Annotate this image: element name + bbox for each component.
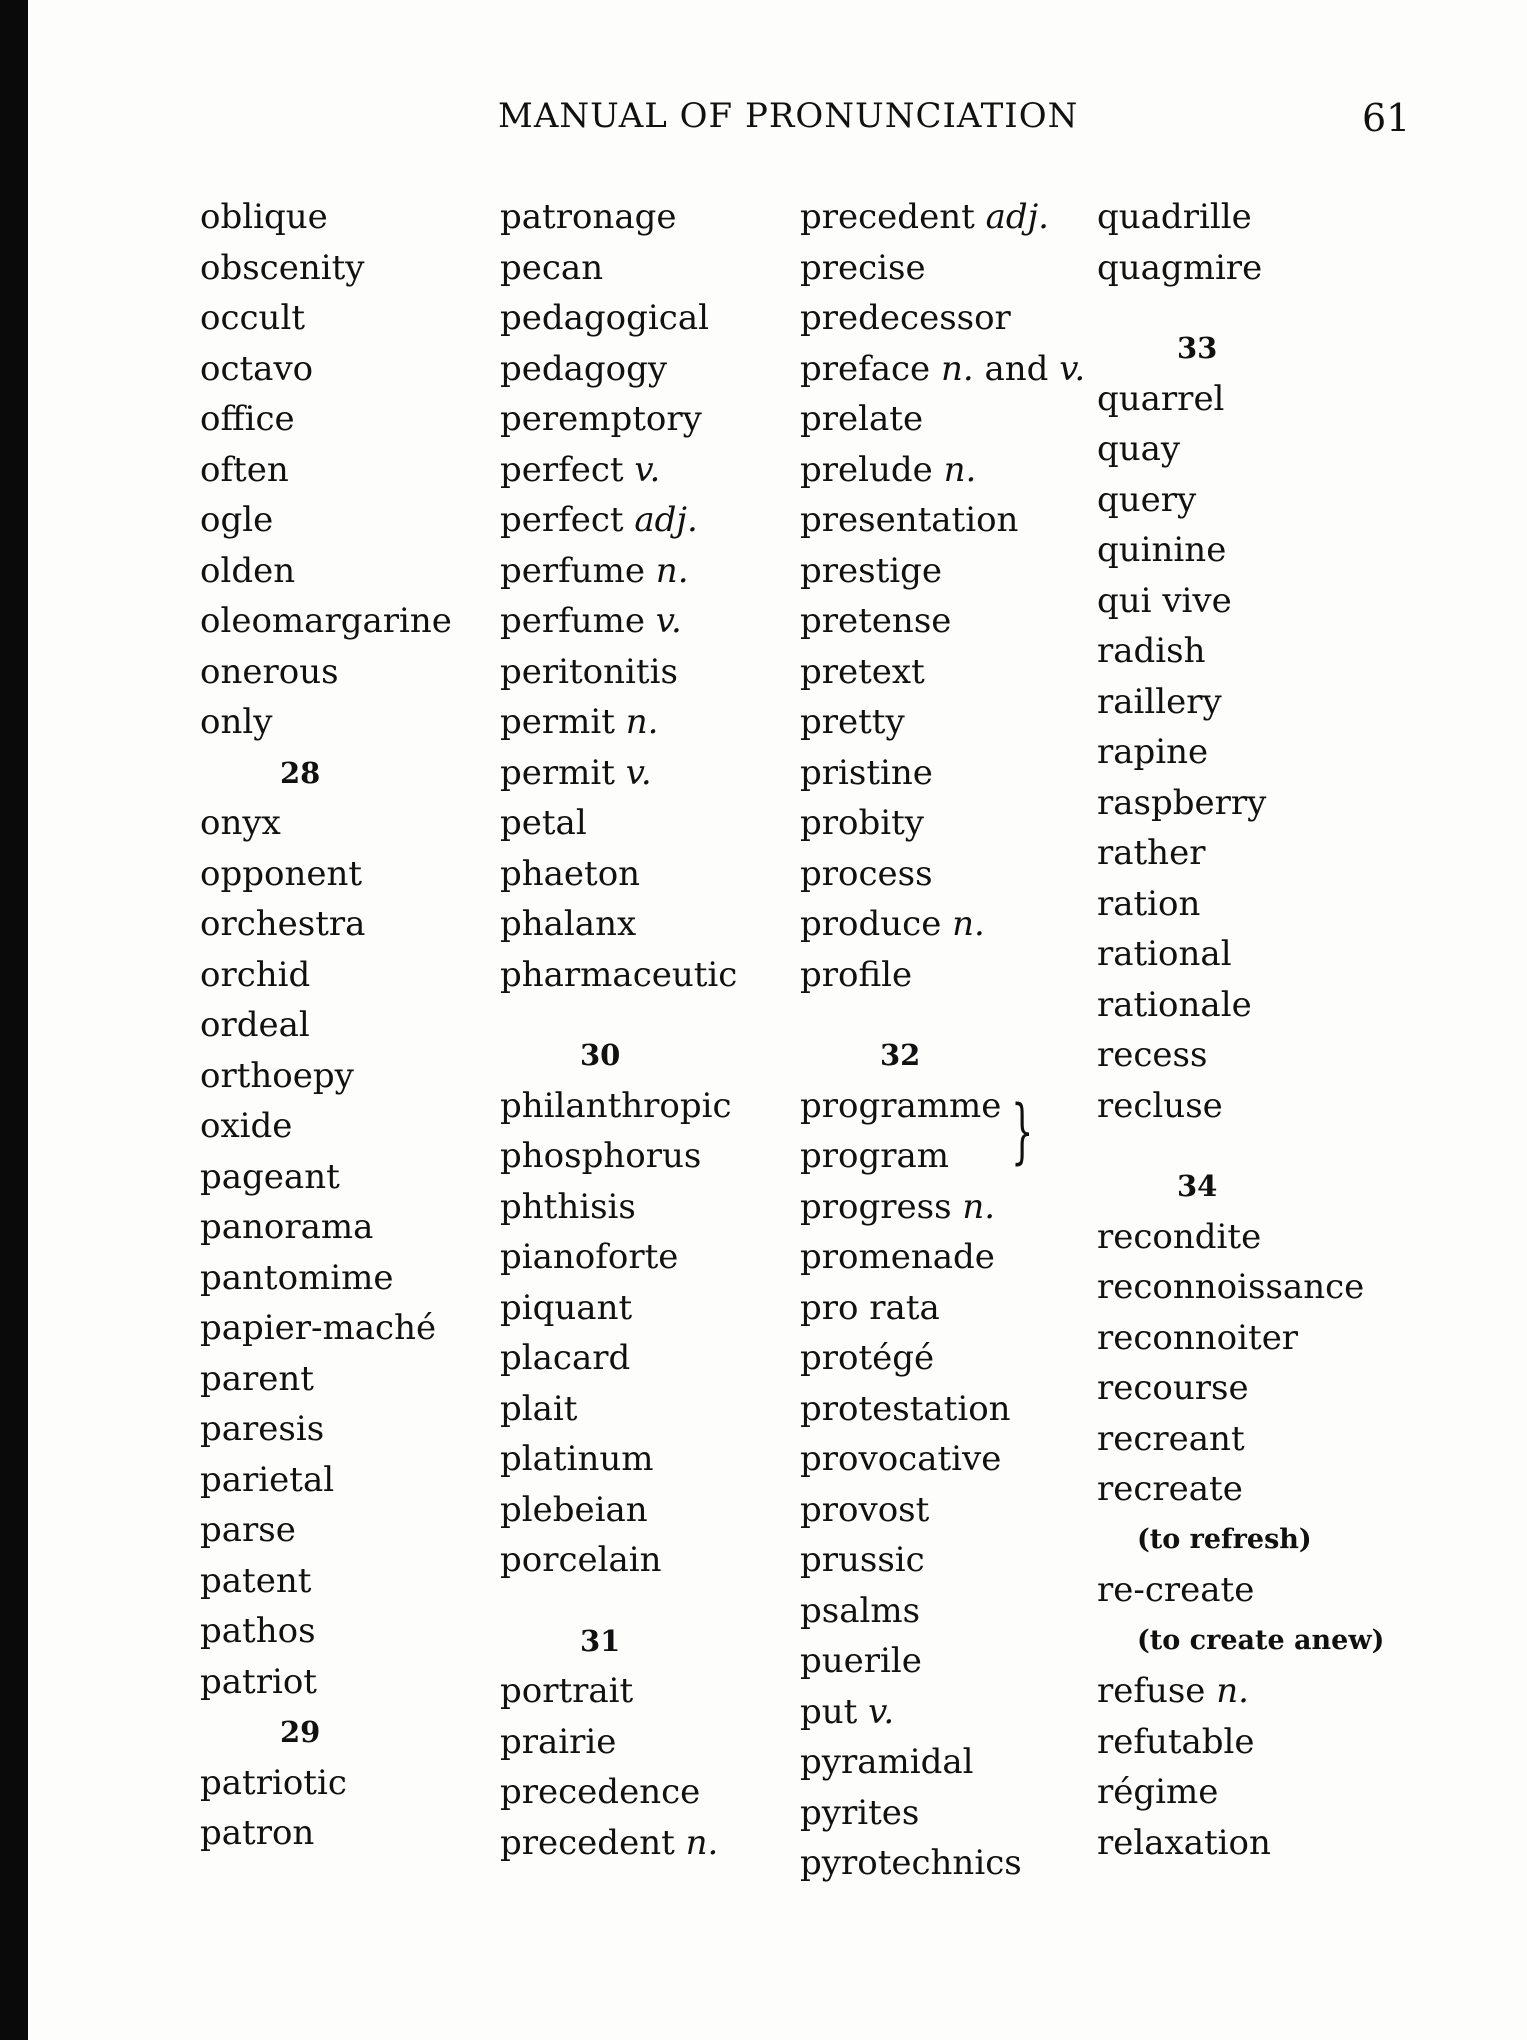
headword: provost — [800, 1489, 930, 1530]
word-entry — [800, 445, 1100, 496]
headword: patent — [200, 1560, 312, 1601]
word-entry — [1097, 1030, 1427, 1081]
part-of-speech: v. — [1059, 348, 1086, 389]
word-entry — [800, 1384, 1100, 1435]
headword: peremptory — [500, 399, 702, 439]
column-gap — [1097, 293, 1427, 323]
headword: progress — [800, 1186, 952, 1227]
headword: oxide — [200, 1106, 293, 1146]
headword: perfume — [500, 601, 645, 641]
headword: qui vive — [1097, 580, 1232, 621]
word-entry — [200, 697, 500, 748]
headword: ogle — [200, 500, 274, 540]
headword: profile — [800, 954, 913, 995]
part-of-speech: adj. — [985, 197, 1049, 237]
part-of-speech: n. — [962, 1186, 996, 1227]
part-of-speech: n. — [952, 904, 985, 944]
headword: pharmaceutic — [500, 954, 738, 995]
headword: process — [800, 853, 933, 894]
word-entry — [800, 1333, 1100, 1384]
headword: rapine — [1097, 732, 1209, 772]
word-entry — [1097, 1464, 1427, 1515]
word-entry — [800, 950, 1100, 1001]
word-entry — [200, 1657, 500, 1708]
headword: protestation — [800, 1388, 1011, 1429]
headword: preface — [800, 348, 931, 389]
part-of-speech: adj. — [634, 500, 698, 540]
part-of-speech: v. — [655, 601, 682, 641]
word-entry — [1097, 1313, 1427, 1364]
word-entry — [500, 647, 800, 698]
word-entry — [200, 1556, 500, 1607]
word-entry — [1097, 1565, 1427, 1616]
headword: plait — [500, 1388, 578, 1429]
headword: quarrel — [1097, 378, 1225, 419]
word-entry — [1097, 1767, 1427, 1818]
word-entry — [200, 293, 500, 344]
word-entry — [200, 243, 500, 294]
headword: quinine — [1097, 530, 1227, 570]
headword: platinum — [500, 1439, 654, 1479]
headword: ordeal — [200, 1005, 310, 1045]
headword: obscenity — [200, 247, 365, 288]
headword: perfume — [500, 550, 645, 591]
headword: pro rata — [800, 1287, 940, 1328]
word-entry — [800, 243, 1100, 294]
word-column-2 — [500, 192, 800, 1868]
word-entry — [1097, 626, 1427, 677]
word-entry — [500, 950, 800, 1001]
word-entry — [500, 1434, 800, 1485]
word-entry — [800, 495, 1100, 546]
word-entry — [500, 899, 800, 950]
headword: relaxation — [1097, 1822, 1271, 1863]
headword: ration — [1097, 883, 1201, 924]
headword: pianoforte — [500, 1237, 679, 1277]
word-entry — [1097, 980, 1427, 1031]
headword: prestige — [800, 550, 943, 591]
word-entry — [1097, 929, 1427, 980]
word-entry — [500, 849, 800, 900]
word-entry — [500, 192, 800, 243]
headword: octavo — [200, 348, 314, 389]
headword: predecessor — [800, 298, 1011, 338]
word-column-4 — [1097, 192, 1427, 1868]
headword: rational — [1097, 934, 1232, 974]
word-entry — [1097, 1717, 1427, 1768]
headword: quagmire — [1097, 247, 1263, 288]
word-entry — [1097, 879, 1427, 930]
headword: probity — [800, 803, 924, 843]
headword: olden — [200, 550, 296, 591]
headword: piquant — [500, 1287, 633, 1328]
headword: pyrites — [800, 1792, 920, 1833]
word-entry — [1097, 1818, 1427, 1869]
word-entry — [1097, 1212, 1427, 1263]
word-entry — [200, 1202, 500, 1253]
headword: puerile — [800, 1641, 922, 1681]
headword: program — [800, 1136, 950, 1176]
word-entry — [500, 1081, 800, 1132]
word-entry — [500, 1131, 800, 1182]
headword: refuse — [1097, 1671, 1206, 1711]
word-entry — [200, 1152, 500, 1203]
word-entry — [500, 1182, 800, 1233]
word-entry — [200, 899, 500, 950]
headword: onyx — [200, 803, 281, 843]
headword: precedent — [800, 197, 975, 237]
headword: quadrille — [1097, 197, 1252, 237]
headword: phosphorus — [500, 1136, 702, 1176]
word-entry — [800, 697, 1100, 748]
word-entry — [800, 192, 1100, 243]
headword: pantomime — [200, 1257, 394, 1298]
word-entry — [1097, 243, 1427, 294]
word-entry — [1097, 525, 1427, 576]
headword: panorama — [200, 1207, 374, 1247]
headword: pageant — [200, 1156, 340, 1197]
section-number: 34 — [1177, 1169, 1218, 1203]
headword: oblique — [200, 197, 328, 237]
word-entry — [500, 1666, 800, 1717]
word-entry — [500, 1384, 800, 1435]
word-entry — [200, 495, 500, 546]
headword: régime — [1097, 1772, 1219, 1812]
word-entry — [1097, 677, 1427, 728]
word-entry — [200, 1404, 500, 1455]
word-entry — [1097, 1414, 1427, 1465]
column-gap — [800, 1000, 1100, 1030]
headword: perfect — [500, 449, 624, 490]
headword: orchestra — [200, 904, 366, 944]
word-entry — [500, 445, 800, 496]
headword: prairie — [500, 1721, 617, 1762]
word-entry — [800, 1535, 1100, 1586]
headword: refutable — [1097, 1721, 1255, 1762]
headword: recreant — [1097, 1418, 1245, 1459]
column-gap — [1097, 1131, 1427, 1161]
word-entry — [200, 596, 500, 647]
word-entry — [800, 748, 1100, 799]
word-entry — [200, 1253, 500, 1304]
part-of-speech: v. — [634, 449, 661, 490]
headword: occult — [200, 298, 305, 338]
headword: recluse — [1097, 1085, 1223, 1126]
word-entry — [800, 849, 1100, 900]
word-entry — [800, 1434, 1100, 1485]
word-entry — [1097, 576, 1427, 627]
word-entry — [500, 344, 800, 395]
word-entry — [800, 596, 1100, 647]
headword: porcelain — [500, 1540, 662, 1580]
headword: patriot — [200, 1661, 317, 1702]
word-entry — [800, 344, 1100, 395]
headword: pedagogy — [500, 348, 668, 389]
headword: quay — [1097, 429, 1181, 469]
headword: recess — [1097, 1035, 1208, 1075]
headword: recondite — [1097, 1216, 1262, 1257]
headword: patronage — [500, 197, 677, 237]
section-number: 33 — [1177, 331, 1218, 365]
section-number: 29 — [280, 1715, 321, 1749]
headword: reconnoiter — [1097, 1317, 1299, 1358]
word-entry — [200, 1455, 500, 1506]
word-entry — [800, 1485, 1100, 1536]
headword: pedagogical — [500, 298, 709, 338]
word-entry — [1097, 374, 1427, 425]
scan-edge-bar — [0, 0, 28, 2040]
headword: papier-maché — [200, 1308, 437, 1348]
part-of-speech: n. — [625, 702, 659, 742]
word-entry — [200, 1606, 500, 1657]
word-entry — [500, 1485, 800, 1536]
word-entry — [1097, 1081, 1427, 1132]
headword: rationale — [1097, 984, 1252, 1025]
column-gap — [500, 1000, 800, 1030]
word-entry — [500, 1283, 800, 1334]
word-entry — [500, 697, 800, 748]
word-entry — [800, 1131, 1100, 1182]
word-entry — [200, 192, 500, 243]
word-entry — [500, 748, 800, 799]
headword: permit — [500, 702, 615, 742]
word-entry — [500, 243, 800, 294]
word-entry — [1097, 1363, 1427, 1414]
word-entry — [500, 293, 800, 344]
headword: precedence — [500, 1772, 701, 1812]
part-of-speech: n. — [655, 550, 689, 591]
column-gap — [500, 1586, 800, 1616]
word-entry — [800, 1182, 1100, 1233]
word-entry — [1097, 424, 1427, 475]
running-head: MANUAL OF PRONUNCIATION — [498, 96, 1079, 136]
headword: parse — [200, 1510, 296, 1550]
word-entry — [200, 849, 500, 900]
word-entry — [800, 394, 1100, 445]
headword: psalms — [800, 1590, 921, 1631]
headword: parietal — [200, 1459, 335, 1500]
headword: phalanx — [500, 904, 637, 944]
word-entry — [500, 1535, 800, 1586]
headword: often — [200, 449, 289, 490]
headword: only — [200, 702, 273, 742]
headword: patron — [200, 1813, 315, 1853]
word-entry — [500, 798, 800, 849]
headword: produce — [800, 904, 942, 944]
headword: orchid — [200, 954, 311, 995]
headword: onerous — [200, 651, 339, 692]
headword: precedent — [500, 1822, 675, 1863]
part-of-speech: v. — [625, 752, 652, 793]
word-entry — [500, 1818, 800, 1869]
part-of-speech: n. — [943, 449, 977, 490]
headword: reconnoissance — [1097, 1267, 1365, 1307]
word-entry — [1097, 778, 1427, 829]
headword: prussic — [800, 1540, 925, 1580]
page-number: 61 — [1362, 96, 1411, 140]
word-entry — [1097, 1666, 1427, 1717]
headword: provocative — [800, 1439, 1002, 1479]
headword: prelate — [800, 399, 924, 439]
headword: programme — [800, 1085, 1002, 1126]
headword: patriotic — [200, 1762, 347, 1803]
headword: raspberry — [1097, 782, 1267, 823]
word-entry — [200, 950, 500, 1001]
word-entry — [800, 798, 1100, 849]
headword: pretty — [800, 702, 905, 742]
word-column-1 — [200, 192, 500, 1859]
headword: peritonitis — [500, 651, 678, 692]
word-entry — [800, 1636, 1100, 1687]
word-entry — [800, 647, 1100, 698]
headword: rather — [1097, 833, 1206, 873]
usage-note: (to create anew) — [1137, 1624, 1385, 1656]
word-entry — [1097, 727, 1427, 778]
word-entry — [500, 495, 800, 546]
headword: protégé — [800, 1338, 935, 1378]
word-entry — [200, 1505, 500, 1556]
headword: perfect — [500, 500, 624, 540]
section-number: 32 — [880, 1038, 921, 1072]
word-entry — [200, 1758, 500, 1809]
headword: parent — [200, 1358, 314, 1399]
headword: prelude — [800, 449, 933, 490]
headword: radish — [1097, 631, 1206, 671]
word-entry — [800, 1737, 1100, 1788]
headword: oleomargarine — [200, 601, 452, 641]
headword: phthisis — [500, 1186, 636, 1227]
part-of-speech: n. — [940, 348, 974, 389]
word-entry — [1097, 1262, 1427, 1313]
headword: pathos — [200, 1611, 316, 1651]
word-entry — [800, 1687, 1100, 1738]
word-entry — [800, 1586, 1100, 1637]
word-entry — [200, 445, 500, 496]
headword: petal — [500, 803, 587, 843]
word-entry — [800, 1838, 1100, 1889]
word-entry — [500, 394, 800, 445]
headword: pyrotechnics — [800, 1843, 1022, 1883]
headword: recourse — [1097, 1368, 1249, 1408]
word-entry — [1097, 192, 1427, 243]
word-entry — [500, 1333, 800, 1384]
word-entry — [200, 1808, 500, 1859]
headword: philanthropic — [500, 1085, 732, 1126]
word-entry — [800, 293, 1100, 344]
headword: pecan — [500, 247, 604, 288]
section-number: 31 — [580, 1623, 621, 1658]
headword: pretext — [800, 651, 925, 692]
word-entry — [200, 647, 500, 698]
word-entry — [500, 1717, 800, 1768]
word-entry — [800, 899, 1100, 950]
word-entry — [800, 1232, 1100, 1283]
word-entry — [800, 1283, 1100, 1334]
word-entry — [500, 1767, 800, 1818]
word-entry — [500, 596, 800, 647]
headword: re-create — [1097, 1570, 1255, 1610]
word-entry — [200, 546, 500, 597]
headword: presentation — [800, 500, 1019, 540]
headword: precise — [800, 247, 926, 288]
programme-brace: } — [1011, 1090, 1034, 1172]
part-of-speech: v. — [868, 1691, 895, 1732]
word-entry — [800, 1081, 1100, 1132]
word-entry — [1097, 475, 1427, 526]
headword: pretense — [800, 601, 952, 641]
headword: promenade — [800, 1237, 995, 1277]
headword: pristine — [800, 752, 933, 793]
usage-note: (to refresh) — [1137, 1523, 1312, 1555]
word-entry — [500, 1232, 800, 1283]
headword: opponent — [200, 853, 363, 894]
word-column-3 — [800, 192, 1100, 1889]
word-entry — [800, 1788, 1100, 1839]
word-entry — [200, 798, 500, 849]
word-entry — [500, 546, 800, 597]
word-entry — [200, 1303, 500, 1354]
word-entry — [200, 344, 500, 395]
word-entry — [200, 1000, 500, 1051]
headword: pyramidal — [800, 1742, 974, 1782]
word-entry — [800, 546, 1100, 597]
word-entry — [200, 394, 500, 445]
headword: phaeton — [500, 853, 641, 894]
headword: office — [200, 399, 295, 439]
word-entry — [200, 1354, 500, 1405]
headword: query — [1097, 479, 1197, 520]
headword: put — [800, 1691, 858, 1732]
part-of-speech: n. — [1216, 1671, 1249, 1711]
headword: portrait — [500, 1671, 634, 1711]
part-of-speech: n. — [685, 1822, 719, 1863]
word-entry — [200, 1051, 500, 1102]
section-number: 30 — [580, 1038, 621, 1072]
section-number: 28 — [280, 755, 321, 790]
headword: recreate — [1097, 1469, 1243, 1509]
headword: permit — [500, 752, 615, 793]
headword: raillery — [1097, 681, 1222, 722]
headword: placard — [500, 1338, 631, 1378]
word-entry — [1097, 828, 1427, 879]
headword: plebeian — [500, 1489, 648, 1530]
headword: paresis — [200, 1409, 325, 1449]
headword: orthoepy — [200, 1055, 354, 1096]
word-entry — [200, 1101, 500, 1152]
conjunction: and — [984, 348, 1049, 389]
